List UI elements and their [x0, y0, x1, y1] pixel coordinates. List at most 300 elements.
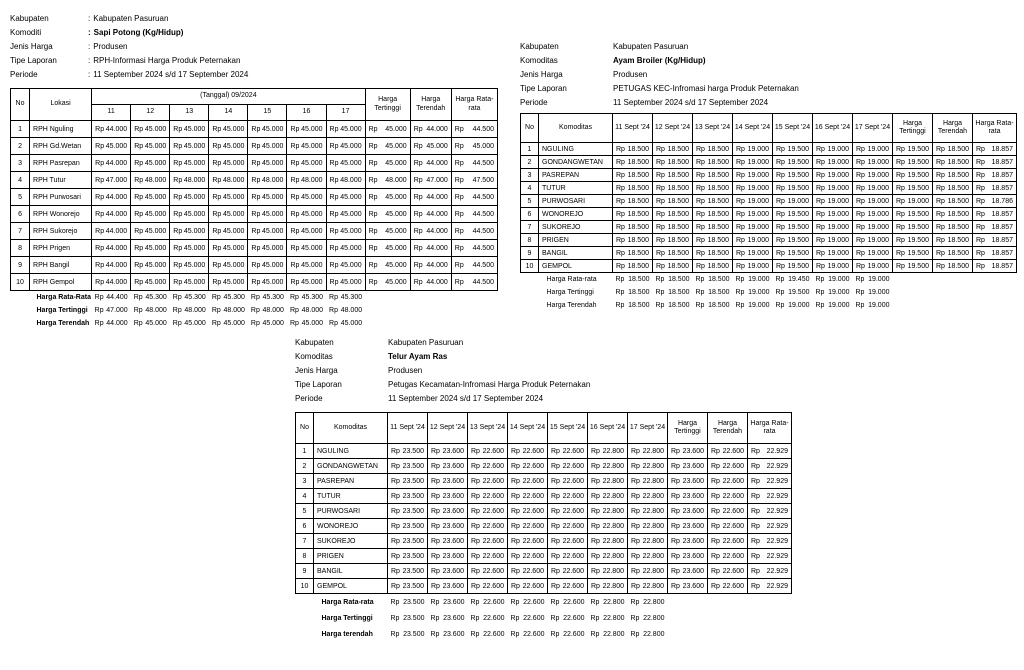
cell-daily-price — [733, 260, 773, 273]
summary-value — [628, 626, 668, 642]
amount: 18.857 — [991, 184, 1013, 192]
cell-location-name: RPH Purwosari — [30, 189, 92, 206]
price-value — [452, 160, 497, 167]
currency-label: Rp — [413, 193, 423, 201]
price-value — [92, 177, 130, 184]
currency-label: Rp — [630, 598, 640, 606]
cell-daily-price — [508, 459, 548, 474]
meta-value: Produsen — [93, 42, 128, 51]
price-value — [388, 631, 428, 638]
currency-label: Rp — [134, 125, 144, 133]
price-value — [693, 211, 732, 218]
cell-location-name: RPH Nguling — [30, 121, 92, 138]
cell-daily-price — [248, 274, 287, 291]
cell-average-price — [973, 195, 1017, 208]
price-value — [468, 615, 508, 622]
price-value — [588, 523, 627, 530]
price-value — [653, 198, 692, 205]
amount: 44.000 — [426, 210, 448, 218]
amount: 45.000 — [385, 125, 407, 133]
currency-label: Rp — [856, 171, 865, 179]
amount: 45.000 — [183, 159, 206, 167]
cell-daily-price — [92, 223, 131, 240]
price-value — [613, 250, 652, 257]
amount: 45.000 — [222, 210, 245, 218]
currency-label: Rp — [656, 158, 665, 166]
price-value — [287, 262, 325, 269]
currency-label: Rp — [655, 276, 665, 284]
price-value — [893, 211, 932, 218]
cell-average-price — [973, 234, 1017, 247]
currency-label: Rp — [329, 320, 338, 327]
currency-label: Rp — [431, 567, 440, 575]
price-value — [708, 538, 747, 545]
currency-label: Rp — [656, 236, 665, 244]
table-row — [296, 444, 792, 459]
amount: 23.600 — [443, 630, 465, 638]
meta-label: Komoditas — [295, 352, 333, 361]
cell-daily-price — [326, 121, 365, 138]
cell-daily-price — [653, 247, 693, 260]
amount: 18.500 — [627, 262, 649, 270]
amount: 22.600 — [483, 614, 505, 622]
price-value — [893, 250, 932, 257]
currency-label: Rp — [656, 184, 665, 192]
currency-label: Rp — [430, 614, 440, 622]
cell-location-name: GEMPOL — [539, 260, 613, 273]
summary-value — [628, 594, 668, 610]
cell-daily-price — [170, 257, 209, 274]
currency-label: Rp — [454, 176, 464, 184]
amount: 19.000 — [748, 289, 770, 296]
cell-row-number: 1 — [11, 121, 30, 138]
cell-daily-price — [773, 234, 813, 247]
price-value — [628, 523, 667, 530]
currency-label: Rp — [290, 278, 300, 286]
currency-label: Rp — [211, 320, 221, 327]
price-value — [508, 523, 547, 530]
currency-label: Rp — [591, 567, 600, 575]
amount: 18.500 — [627, 210, 649, 218]
amount: 45.000 — [262, 244, 284, 252]
currency-label: Rp — [173, 125, 183, 133]
price-value — [548, 631, 588, 638]
cell-daily-price — [628, 489, 668, 504]
price-value — [92, 294, 131, 301]
cell-highest-price — [668, 459, 708, 474]
cell-daily-price — [92, 155, 131, 172]
currency-label: Rp — [696, 236, 705, 244]
cell-daily-price — [773, 143, 813, 156]
price-value — [733, 211, 772, 218]
price-value — [613, 172, 652, 179]
currency-label: Rp — [134, 193, 144, 201]
currency-label: Rp — [368, 244, 378, 252]
amount: 22.800 — [602, 507, 624, 515]
price-value — [248, 160, 286, 167]
currency-label: Rp — [776, 145, 785, 153]
cell-daily-price — [613, 182, 653, 195]
table-row — [11, 274, 498, 291]
cell-daily-price — [548, 459, 588, 474]
currency-label: Rp — [329, 210, 339, 218]
currency-label: Rp — [696, 197, 705, 205]
meta-value: 11 September 2024 s/d 17 September 2024 — [93, 70, 249, 79]
amount: 45.000 — [340, 278, 362, 286]
cell-lowest-price — [933, 156, 973, 169]
amount: 19.000 — [827, 210, 849, 218]
currency-label: Rp — [816, 145, 825, 153]
cell-location-name: PURWOSARI — [314, 504, 388, 519]
amount: 45.000 — [144, 193, 167, 201]
currency-label: Rp — [454, 142, 464, 150]
amount: 47.000 — [426, 176, 448, 184]
currency-label: Rp — [671, 552, 680, 560]
price-value — [388, 583, 427, 590]
currency-label: Rp — [212, 142, 222, 150]
amount: 22.800 — [603, 614, 625, 622]
currency-label: Rp — [671, 447, 680, 455]
amount: 45.000 — [222, 244, 245, 252]
price-value — [653, 237, 692, 244]
price-value — [452, 126, 497, 133]
cell-daily-price — [131, 206, 170, 223]
amount: 22.800 — [602, 552, 624, 560]
empty-cell — [973, 299, 1017, 312]
currency-label: Rp — [655, 289, 665, 296]
meta-label: Komoditas — [520, 56, 558, 65]
price-value — [411, 143, 451, 150]
price-value — [327, 262, 365, 269]
currency-label: Rp — [471, 507, 480, 515]
amount: 48.000 — [223, 307, 245, 314]
cell-lowest-price — [708, 504, 748, 519]
price-value — [733, 224, 772, 231]
currency-label: Rp — [816, 249, 825, 257]
currency-label: Rp — [413, 244, 423, 252]
cell-daily-price — [588, 489, 628, 504]
summary-row — [296, 594, 792, 610]
currency-label: Rp — [736, 210, 745, 218]
price-value — [733, 250, 772, 257]
amount: 22.800 — [643, 598, 665, 606]
cell-daily-price — [428, 519, 468, 534]
price-value — [933, 185, 972, 192]
amount: 44.000 — [426, 244, 448, 252]
cell-daily-price — [813, 169, 853, 182]
cell-highest-price — [365, 240, 410, 257]
summary-value — [248, 304, 287, 317]
cell-daily-price — [287, 155, 326, 172]
currency-label: Rp — [413, 210, 423, 218]
price-value — [468, 448, 507, 455]
amount: 22.600 — [562, 507, 584, 515]
currency-label: Rp — [95, 159, 105, 167]
price-value — [748, 523, 791, 530]
price-value — [388, 493, 427, 500]
currency-label: Rp — [95, 142, 105, 150]
price-value — [933, 159, 972, 166]
currency-label: Rp — [391, 447, 400, 455]
cell-daily-price — [548, 579, 588, 594]
currency-label: Rp — [616, 197, 625, 205]
currency-label: Rp — [470, 614, 480, 622]
price-value — [548, 478, 587, 485]
currency-label: Rp — [471, 477, 480, 485]
cell-lowest-price — [708, 549, 748, 564]
amount: 18.500 — [707, 262, 729, 270]
cell-highest-price — [668, 504, 708, 519]
currency-label: Rp — [329, 261, 339, 269]
empty-cell — [668, 594, 708, 610]
cell-daily-price — [388, 474, 428, 489]
cell-daily-price — [628, 549, 668, 564]
cell-location-name: PURWOSARI — [539, 195, 613, 208]
cell-daily-price — [428, 474, 468, 489]
cell-daily-price — [588, 579, 628, 594]
amount: 19.000 — [868, 302, 890, 309]
cell-row-number: 3 — [296, 474, 314, 489]
currency-label: Rp — [936, 197, 945, 205]
summary-value — [508, 594, 548, 610]
amount: 18.500 — [667, 171, 689, 179]
currency-label: Rp — [471, 582, 480, 590]
currency-label: Rp — [896, 197, 905, 205]
summary-value — [693, 299, 733, 312]
cell-daily-price — [131, 138, 170, 155]
price-value — [548, 615, 588, 622]
currency-label: Rp — [94, 320, 104, 327]
cell-lowest-price — [933, 182, 973, 195]
price-value — [468, 631, 508, 638]
price-value — [248, 245, 286, 252]
amount: 23.500 — [402, 537, 424, 545]
currency-label: Rp — [133, 294, 143, 302]
amount: 44.000 — [426, 125, 448, 133]
currency-label: Rp — [776, 171, 785, 179]
currency-label: Rp — [95, 176, 105, 184]
price-value — [92, 211, 130, 218]
cell-daily-price — [468, 534, 508, 549]
price-value — [366, 211, 410, 218]
currency-label: Rp — [173, 142, 183, 150]
table-row — [521, 234, 1017, 247]
price-value — [893, 185, 932, 192]
amount: 18.857 — [991, 236, 1013, 244]
cell-daily-price — [326, 206, 365, 223]
currency-label: Rp — [329, 176, 339, 184]
amount: 19.500 — [907, 158, 929, 166]
amount: 44.000 — [426, 193, 448, 201]
price-value — [327, 126, 365, 133]
empty-cell — [365, 317, 410, 330]
amount: 45.000 — [301, 320, 324, 327]
summary-value — [131, 304, 170, 317]
currency-label: Rp — [391, 522, 400, 530]
price-value — [933, 198, 972, 205]
amount: 45.000 — [301, 261, 323, 269]
currency-label: Rp — [855, 276, 865, 284]
currency-label: Rp — [695, 302, 705, 309]
price-value — [131, 307, 170, 314]
amount: 18.500 — [707, 236, 729, 244]
currency-label: Rp — [630, 614, 640, 622]
price-value — [248, 211, 286, 218]
price-value — [327, 245, 365, 252]
price-value — [170, 294, 209, 301]
price-value — [508, 599, 548, 606]
amount: 45.000 — [144, 261, 167, 269]
currency-label: Rp — [936, 236, 945, 244]
currency-label: Rp — [775, 276, 785, 284]
cell-daily-price — [628, 519, 668, 534]
meta-row — [520, 40, 1016, 54]
currency-label: Rp — [711, 447, 720, 455]
amount: 22.600 — [482, 477, 504, 485]
amount: 47.000 — [105, 176, 128, 184]
price-value — [733, 302, 773, 309]
price-value — [733, 185, 772, 192]
column-header-commodity: Komoditas — [314, 413, 388, 444]
cell-daily-price — [209, 189, 248, 206]
summary-label: Harga Terendah — [546, 302, 597, 309]
amount: 45.000 — [222, 278, 245, 286]
amount: 45.000 — [301, 210, 323, 218]
amount: 18.500 — [947, 236, 969, 244]
currency-label: Rp — [511, 507, 520, 515]
price-value — [733, 198, 772, 205]
price-value — [853, 172, 892, 179]
meta-value: Produsen — [613, 70, 648, 79]
cell-daily-price — [628, 579, 668, 594]
meta-row — [295, 350, 791, 364]
currency-label: Rp — [95, 278, 105, 286]
amount: 18.500 — [667, 184, 689, 192]
currency-label: Rp — [95, 261, 105, 269]
amount: 23.500 — [403, 614, 425, 622]
currency-label: Rp — [212, 125, 222, 133]
cell-lowest-price — [933, 169, 973, 182]
summary-label: Harga Rata-rata — [321, 598, 374, 606]
summary-value — [428, 594, 468, 610]
cell-daily-price — [468, 459, 508, 474]
amount: 19.000 — [867, 249, 889, 257]
column-header-date: 12 Sept '24 — [428, 413, 468, 444]
currency-label: Rp — [735, 276, 745, 284]
cell-row-number: 6 — [296, 519, 314, 534]
amount: 18.500 — [707, 184, 729, 192]
currency-label: Rp — [133, 320, 143, 327]
cell-location-name: WONOREJO — [539, 208, 613, 221]
price-value — [248, 320, 287, 327]
cell-highest-price — [365, 138, 410, 155]
currency-label: Rp — [329, 307, 338, 314]
amount: 19.000 — [867, 197, 889, 205]
currency-label: Rp — [696, 171, 705, 179]
price-value — [92, 307, 131, 314]
summary-label: Harga Tertinggi — [321, 614, 373, 622]
currency-label: Rp — [211, 294, 221, 302]
currency-label: Rp — [431, 507, 440, 515]
table-row — [296, 504, 792, 519]
amount: 45.000 — [183, 193, 206, 201]
amount: 22.600 — [722, 492, 744, 500]
amount: 48.000 — [385, 176, 407, 184]
amount: 18.500 — [707, 158, 729, 166]
amount: 23.600 — [682, 492, 704, 500]
amount: 23.500 — [403, 598, 425, 606]
price-value — [613, 276, 653, 283]
price-value — [411, 126, 451, 133]
currency-label: Rp — [470, 598, 480, 606]
currency-label: Rp — [656, 262, 665, 270]
currency-label: Rp — [816, 158, 825, 166]
amount: 45.000 — [385, 261, 407, 269]
amount: 18.500 — [667, 197, 689, 205]
amount: 45.000 — [262, 278, 284, 286]
currency-label: Rp — [290, 244, 300, 252]
price-value — [733, 263, 772, 270]
price-value — [428, 463, 467, 470]
summary-value — [693, 273, 733, 286]
price-value — [287, 307, 326, 314]
amount: 23.600 — [682, 522, 704, 530]
empty-cell — [893, 286, 933, 299]
price-value — [366, 177, 410, 184]
column-header-date: 15 — [248, 105, 287, 121]
cell-daily-price — [209, 206, 248, 223]
column-header-location: Lokasi — [30, 89, 92, 121]
cell-daily-price — [733, 221, 773, 234]
price-value — [773, 250, 812, 257]
currency-label: Rp — [616, 262, 625, 270]
price-value — [388, 523, 427, 530]
amount: 22.929 — [766, 537, 788, 545]
amount: 23.600 — [442, 522, 464, 530]
cell-daily-price — [287, 121, 326, 138]
amount: 22.600 — [522, 537, 544, 545]
price-value — [508, 583, 547, 590]
amount: 22.600 — [563, 598, 585, 606]
currency-label: Rp — [896, 145, 905, 153]
price-value — [327, 211, 365, 218]
summary-value — [548, 610, 588, 626]
price-value — [468, 478, 507, 485]
summary-value — [508, 626, 548, 642]
price-value — [933, 250, 972, 257]
cell-daily-price — [92, 172, 131, 189]
currency-label: Rp — [329, 125, 339, 133]
cell-lowest-price — [933, 247, 973, 260]
currency-label: Rp — [290, 227, 300, 235]
cell-lowest-price — [410, 257, 451, 274]
currency-label: Rp — [454, 210, 464, 218]
price-value — [508, 615, 548, 622]
price-value — [588, 478, 627, 485]
amount: 22.800 — [602, 522, 624, 530]
amount: 19.000 — [788, 302, 810, 309]
amount: 22.600 — [562, 447, 584, 455]
empty-cell — [973, 273, 1017, 286]
amount: 45.000 — [183, 261, 206, 269]
summary-value — [248, 291, 287, 304]
cell-average-price — [451, 189, 497, 206]
price-value — [366, 126, 410, 133]
amount: 18.500 — [707, 223, 729, 231]
cell-average-price — [973, 182, 1017, 195]
empty-cell — [365, 304, 410, 317]
currency-label: Rp — [751, 552, 760, 560]
